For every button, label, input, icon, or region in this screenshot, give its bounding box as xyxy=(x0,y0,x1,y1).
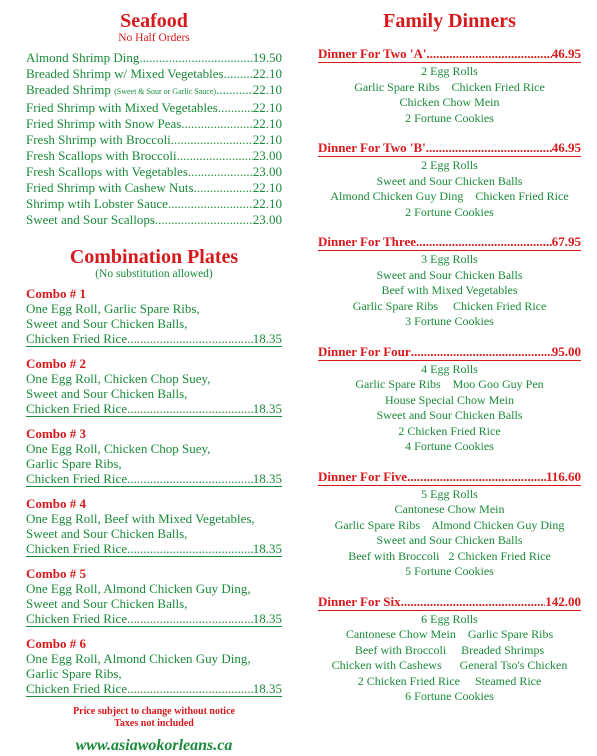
combo-line: One Egg Roll, Chicken Chop Suey, xyxy=(26,371,211,386)
seafood-item-name xyxy=(26,164,188,180)
combo-list xyxy=(26,286,282,697)
website-link[interactable]: www.asiawokorleans.ca xyxy=(75,737,233,754)
family-dinner-header xyxy=(318,234,581,251)
combo-line: Sweet and Sour Chicken Balls, xyxy=(26,596,188,611)
family-dinner-line: 2 Egg Rolls xyxy=(421,158,478,172)
combo-name: Combo # 6 xyxy=(26,636,86,651)
family-dinner xyxy=(318,140,581,220)
seafood-item xyxy=(26,196,282,212)
seafood-item-label: Almond Shrimp Ding xyxy=(26,50,140,65)
leader-dots xyxy=(127,611,253,626)
combo-price: 18.35 xyxy=(252,611,282,626)
family-dinner-line: Cantonese Chow Mein Garlic Spare Ribs xyxy=(345,627,554,641)
seafood-item-label: Sweet and Sour Scallops xyxy=(26,212,155,227)
family-dinner-price: 67.95 xyxy=(551,234,581,249)
combo-line: One Egg Roll, Garlic Spare Ribs, xyxy=(26,301,200,316)
combo-item xyxy=(26,636,282,697)
combo-last-text: Chicken Fried Rice xyxy=(26,611,128,626)
combo-last-line xyxy=(26,541,282,557)
seafood-item xyxy=(26,50,282,66)
combo-name: Combo # 5 xyxy=(26,566,86,581)
seafood-item-price: 23.00 xyxy=(252,212,282,227)
combo-name: Combo # 4 xyxy=(26,496,86,511)
family-dinner-price: 95.00 xyxy=(551,343,581,359)
seafood-item-detail: (Sweet & Sour or Garlic Sauce) xyxy=(114,87,217,96)
combo-line: Sweet and Sour Chicken Balls, xyxy=(26,386,188,401)
seafood-item xyxy=(26,100,282,116)
family-dinner xyxy=(318,234,581,330)
combo-price: 18.35 xyxy=(252,401,282,416)
combo-last-text: Chicken Fried Rice xyxy=(26,331,128,346)
combo-item xyxy=(26,566,282,627)
seafood-item-price: 22.10 xyxy=(252,100,282,115)
leader-dots xyxy=(181,116,252,132)
seafood-item-price: 22.10 xyxy=(252,82,282,97)
family-dinner-line: 3 Egg Rolls xyxy=(421,252,478,266)
family-dinner-name: Dinner For Four xyxy=(318,343,411,359)
family-dinner-line: 2 Fortune Cookies xyxy=(405,204,494,219)
leader-dots xyxy=(127,331,253,346)
leader-dots xyxy=(224,66,253,82)
family-dinner-header xyxy=(318,344,581,361)
leader-dots xyxy=(218,100,253,116)
seafood-item xyxy=(26,164,282,180)
family-dinner-line: 2 Chicken Fried Rice xyxy=(398,423,501,438)
combo-price: 18.35 xyxy=(252,471,282,486)
family-dinner-line: Garlic Spare Ribs Chicken Fried Rice xyxy=(352,298,547,313)
leader-dots xyxy=(416,234,552,250)
leader-dots xyxy=(171,132,253,148)
seafood-item-price: 23.00 xyxy=(252,164,282,179)
leader-dots xyxy=(194,180,253,196)
family-dinner xyxy=(318,594,581,705)
combo-line: One Egg Roll, Chicken Chop Suey, xyxy=(26,441,211,456)
family-dinner-line: 5 Fortune Cookies xyxy=(405,564,494,578)
seafood-item xyxy=(26,66,282,82)
combo-last-line xyxy=(26,611,282,627)
seafood-item-name xyxy=(26,66,224,82)
combo-last-line xyxy=(26,401,282,417)
seafood-item-name xyxy=(26,212,155,228)
family-dinner-line: Cantonese Chow Mein xyxy=(394,502,505,516)
combo-last-text: Chicken Fried Rice xyxy=(26,541,128,556)
combo-last-text: Chicken Fried Rice xyxy=(26,471,128,486)
family-dinner-line: 4 Egg Rolls xyxy=(421,361,478,376)
family-dinner-line: Beef with Broccoli 2 Chicken Fried Rice xyxy=(348,548,551,563)
seafood-item-name xyxy=(26,82,216,100)
family-dinner-header xyxy=(318,46,581,63)
family-dinner-line: 5 Egg Rolls xyxy=(421,486,478,501)
seafood-item xyxy=(26,148,282,164)
combo-line: Garlic Spare Ribs, xyxy=(26,666,122,681)
seafood-item-price: 22.10 xyxy=(252,66,282,81)
seafood-item-price: 22.10 xyxy=(252,116,282,131)
seafood-item-label: Fried Shrimp with Snow Peas xyxy=(26,116,182,131)
family-dinner-line: Garlic Spare Ribs Moo Goo Guy Pen xyxy=(355,377,544,391)
leader-dots xyxy=(127,471,253,486)
seafood-note: No Half Orders xyxy=(118,32,190,44)
combo-name: Combo # 2 xyxy=(26,356,86,371)
seafood-item-label: Fresh Scallops with Vegetables xyxy=(26,164,188,179)
seafood-item-label: Shrimp wtih Lobster Sauce xyxy=(26,196,168,211)
seafood-item-label: Breaded Shrimp w/ Mixed Vegetables xyxy=(26,66,224,81)
leader-dots xyxy=(127,401,253,416)
family-dinner xyxy=(318,469,581,580)
combo-line: Sweet and Sour Chicken Balls, xyxy=(26,316,188,331)
family-dinner-line: Chicken with Cashews General Tso's Chicken xyxy=(331,658,568,672)
leader-dots xyxy=(139,50,252,66)
seafood-item-label: Fried Shrimp with Cashew Nuts xyxy=(26,180,194,195)
combo-line: One Egg Roll, Beef with Mixed Vegetables, xyxy=(26,511,255,526)
combo-name: Combo # 1 xyxy=(26,286,86,301)
family-list xyxy=(318,46,581,705)
seafood-item xyxy=(26,116,282,132)
family-dinner-line: Garlic Spare Ribs Almond Chicken Guy Ding xyxy=(334,517,565,532)
right-column xyxy=(318,0,581,705)
family-dinner-name: Dinner For Two 'B' xyxy=(318,140,426,155)
seafood-item-name xyxy=(26,100,218,116)
family-dinner-name: Dinner For Five xyxy=(318,468,408,484)
price-notice: Price subject to change without notice xyxy=(73,706,235,717)
family-dinner-line: 3 Fortune Cookies xyxy=(405,314,494,328)
family-dinner xyxy=(318,46,581,126)
combo-line: One Egg Roll, Almond Chicken Guy Ding, xyxy=(26,651,251,666)
family-dinner-line: Chicken Chow Mein xyxy=(399,95,500,109)
seafood-item xyxy=(26,212,282,228)
family-dinner-line: Sweet and Sour Chicken Balls xyxy=(376,267,523,282)
seafood-list xyxy=(26,50,282,228)
combo-item xyxy=(26,356,282,417)
leader-dots xyxy=(426,46,551,62)
seafood-item-price: 22.10 xyxy=(252,180,282,195)
family-dinner-price: 46.95 xyxy=(551,46,581,61)
seafood-item-name xyxy=(26,180,194,196)
combo-price: 18.35 xyxy=(252,541,282,556)
family-dinner-header xyxy=(318,140,581,157)
combo-last-line xyxy=(26,331,282,347)
seafood-item-name xyxy=(26,132,171,148)
family-dinner-line: 4 Fortune Cookies xyxy=(405,439,494,453)
family-dinner-line: Sweet and Sour Chicken Balls xyxy=(376,533,523,547)
family-dinner-line: 6 Fortune Cookies xyxy=(405,689,494,703)
seafood-item-price: 23.00 xyxy=(252,148,282,163)
family-dinner-line: 2 Chicken Fried Rice Steamed Rice xyxy=(357,673,542,688)
family-dinner-price: 142.00 xyxy=(545,593,581,609)
family-dinner-price: 116.60 xyxy=(545,468,581,484)
family-dinner xyxy=(318,344,581,455)
seafood-item-label: Fresh Shrimp with Broccoli xyxy=(26,132,171,147)
leader-dots xyxy=(188,164,253,180)
seafood-item xyxy=(26,132,282,148)
combo-name: Combo # 3 xyxy=(26,426,86,441)
leader-dots xyxy=(127,541,253,556)
family-dinner-header xyxy=(318,469,581,486)
combo-item xyxy=(26,496,282,557)
family-dinner-line: Almond Chicken Guy Ding Chicken Fried Rice xyxy=(330,189,569,203)
family-dinner-line: 2 Egg Rolls xyxy=(421,64,478,78)
tax-notice: Taxes not included xyxy=(114,718,194,729)
family-dinner-line: Sweet and Sour Chicken Balls xyxy=(376,173,523,188)
family-dinner-line: House Special Chow Mein xyxy=(385,392,514,407)
family-dinner-line: 2 Fortune Cookies xyxy=(405,110,494,125)
combos-title: Combination Plates xyxy=(69,246,239,268)
leader-dots xyxy=(407,469,546,485)
leader-dots xyxy=(177,148,253,164)
family-dinner-line: Garlic Spare Ribs Chicken Fried Rice xyxy=(354,79,545,94)
seafood-item-name xyxy=(26,116,181,132)
combo-price: 18.35 xyxy=(252,681,282,696)
leader-dots xyxy=(401,594,546,610)
seafood-item-label: Fried Shrimp with Mixed Vegetables xyxy=(26,100,218,115)
footer-notes xyxy=(26,706,282,730)
leader-dots xyxy=(411,344,552,360)
combo-line: One Egg Roll, Almond Chicken Guy Ding, xyxy=(26,581,251,596)
family-dinner-name: Dinner For Six xyxy=(318,593,401,609)
leader-dots xyxy=(168,196,253,212)
family-dinner-line: Beef with Mixed Vegetables xyxy=(381,283,518,297)
family-dinner-line: Sweet and Sour Chicken Balls xyxy=(376,408,523,422)
combo-item xyxy=(26,286,282,347)
leader-dots xyxy=(216,82,253,98)
combo-item xyxy=(26,426,282,487)
seafood-item-price: 22.10 xyxy=(252,196,282,211)
family-dinner-header xyxy=(318,594,581,611)
combo-price: 18.35 xyxy=(252,331,282,346)
combo-last-line xyxy=(26,681,282,697)
seafood-item-price: 22.10 xyxy=(252,132,282,147)
seafood-title: Seafood xyxy=(120,10,188,32)
seafood-item xyxy=(26,82,282,100)
combo-last-line xyxy=(26,471,282,487)
combos-note: (No substitution allowed) xyxy=(95,268,213,280)
family-dinner-line: Beef with Broccoli Breaded Shrimps xyxy=(354,642,545,657)
seafood-item-price: 19.50 xyxy=(252,50,282,65)
seafood-item xyxy=(26,180,282,196)
combo-last-text: Chicken Fried Rice xyxy=(26,681,128,696)
leader-dots xyxy=(426,140,552,156)
family-dinner-name: Dinner For Two 'A' xyxy=(318,46,427,61)
seafood-item-name xyxy=(26,148,177,164)
leader-dots xyxy=(127,681,253,696)
combo-line: Garlic Spare Ribs, xyxy=(26,456,122,471)
combo-last-text: Chicken Fried Rice xyxy=(26,401,128,416)
family-title: Family Dinners xyxy=(383,10,516,32)
left-column xyxy=(26,0,282,756)
seafood-item-label: Fresh Scallops with Broccoli xyxy=(26,148,177,163)
seafood-item-name xyxy=(26,50,139,66)
leader-dots xyxy=(155,212,253,228)
family-dinner-line: 6 Egg Rolls xyxy=(421,611,478,626)
seafood-item-label: Breaded Shrimp xyxy=(26,82,115,97)
family-dinner-price: 46.95 xyxy=(551,140,581,155)
combo-line: Sweet and Sour Chicken Balls, xyxy=(26,526,188,541)
family-dinner-name: Dinner For Three xyxy=(318,234,416,249)
seafood-item-name xyxy=(26,196,168,212)
